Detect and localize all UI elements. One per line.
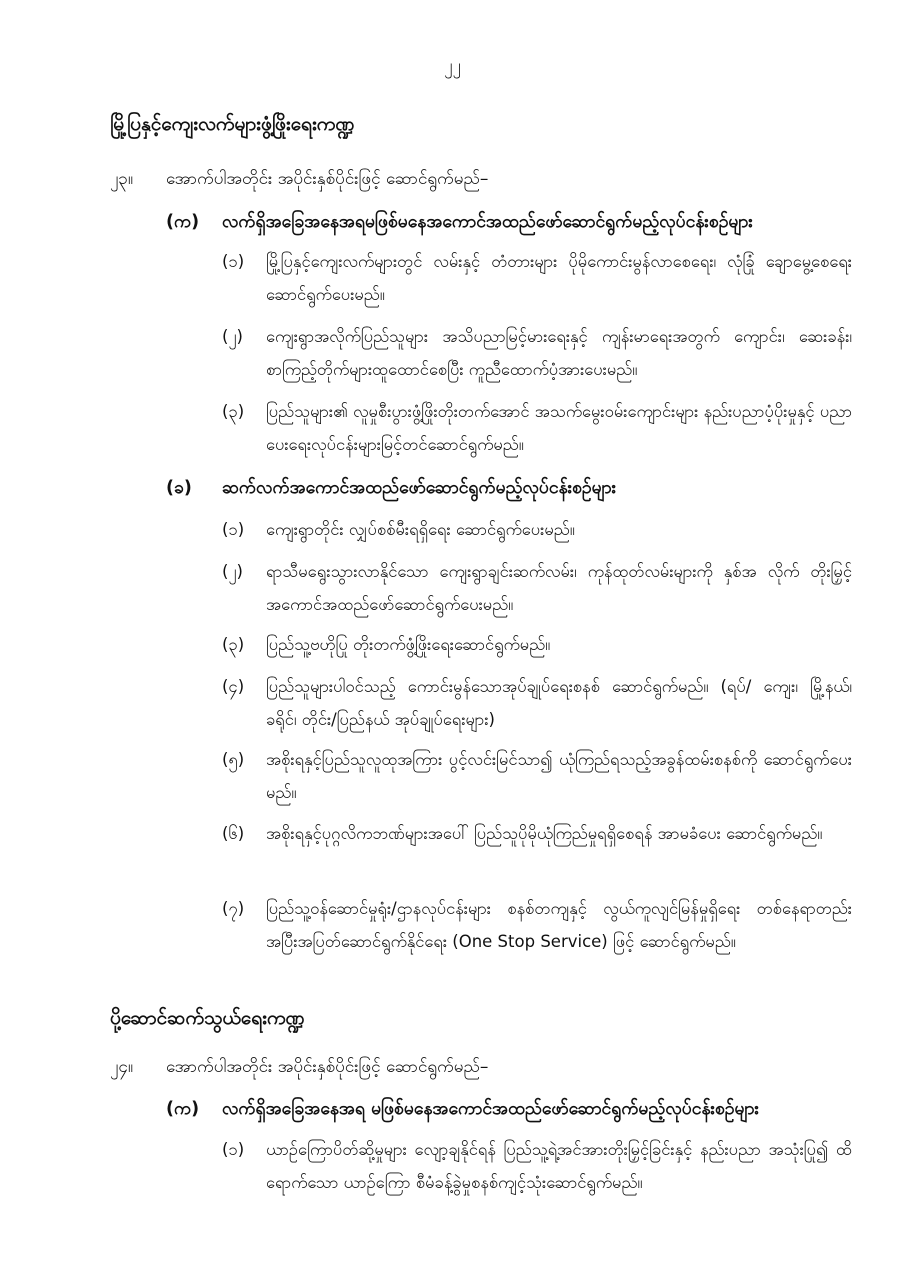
list-item-text: ပြည်သူများ၏ လူမှုစီးပွားဖွံ့ဖြိုးတိုးတက်အောင် အသက်မွေးဝမ်းကျောင်းများ နည်းပညာပံ့ပိုးမှုနှင့် ပညာပေးရေးလုပ်ငန်းများမြင့်တင်ဆောင်ရွက်မည်။ [266, 402, 852, 454]
list-item-text: အစိုးရနှင့်ပုဂ္ဂလိကဘဏ်များအပေါ် ပြည်သူပိုမိုယုံကြည်မှုရရှိစေရန် အာမခံပေး ဆောင်ရွက်မည်။ [266, 824, 823, 843]
list-item-number: (၂) [222, 562, 243, 581]
list-item-text: အစိုးရနှင့်ပြည်သူလူထုအကြား ပွင့်လင်းမြင်သာ၍ ယုံကြည်ရသည့်အခွန်ထမ်းစနစ်ကို ဆောင်ရွက်ပေးမည်။ [266, 750, 852, 802]
list-item-text: ရာသီမရွေးသွားလာနိုင်သော ကျေးရွာချင်းဆက်လမ်း၊ ကုန်ထုတ်လမ်းများကို နှစ်အ လိုက် တိုးမြှင့်အကောင်အထည်ဖော်ဆောင်ရွက်ပေးမည်။ [266, 562, 852, 614]
paragraph-intro: အောက်ပါအတိုင်း အပိုင်းနှစ်ပိုင်းဖြင့် ဆောင်ရွက်မည်– [166, 169, 489, 189]
list-item-text: ပြည်သူ့ဗဟိုပြု တိုးတက်ဖွံ့ဖြိုးရေးဆောင်ရွက်မည်။ [266, 635, 551, 654]
list-item-number: (၂) [222, 327, 243, 346]
page-number: ၂၂ [444, 56, 461, 76]
list-item-text: ကျေးရွာအလိုက်ပြည်သူများ အသိပညာမြင့်မားရေးနှင့် ကျန်းမာရေးအတွက် ကျောင်း၊ ဆေးခန်း၊ စာကြည့်တိုက်များထူထောင်စေပြီး ကူညီထောက်ပံ့အားပေးမည်။ [266, 327, 852, 379]
subsection-title: ဆက်လက်အကောင်အထည်ဖော်ဆောင်ရွက်မည့်လုပ်ငန်းစဉ်များ [222, 478, 617, 498]
list-item-number: (၃) [222, 402, 245, 421]
list-item-text: မြို့ပြနှင့်ကျေးလက်များတွင် လမ်းနှင့် တံတားများ ပိုမိုကောင်းမွန်လာစေရေး၊ လုံခြုံ ချောမွေ့စေရေး ဆောင်ရွက်ပေးမည်။ [266, 252, 852, 304]
paragraph-number: ၂၃။ [110, 169, 134, 189]
subsection-title: လက်ရှိအခြေအနေအရ မဖြစ်မနေအကောင်အထည်ဖော်ဆောင်ရွက်မည့်လုပ်ငန်းစဉ်များ [222, 1099, 759, 1119]
list-item-number: (၇) [222, 899, 245, 918]
list-item-text: ကျေးရွာတိုင်း လျှပ်စစ်မီးရရှိရေး ဆောင်ရွက်ပေးမည်။ [266, 520, 575, 539]
subsection-label: (က) [166, 1099, 200, 1119]
list-item-number: (၁) [222, 520, 245, 539]
list-item-number: (၁) [222, 252, 245, 271]
list-item-number: (၁) [222, 1140, 245, 1159]
list-item-text: ပြည်သူများပါဝင်သည့် ကောင်းမွန်သောအုပ်ချုပ်ရေးစနစ် ဆောင်ရွက်မည်။ (ရပ်/ ကျေး၊ မြို့နယ်၊ ခရိုင်၊ တိုင်း/ပြည်နယ် အုပ်ချုပ်ရေးများ) [266, 677, 852, 729]
list-item-number: (၅) [222, 750, 245, 769]
section-heading-urban-rural: မြို့ပြနှင့်ကျေးလက်များဖွံ့ဖြိုးရေးကဏ္ဍ [110, 113, 355, 135]
list-item-text: ပြည်သူ့ဝန်ဆောင်မှုရုံး/ဌာနလုပ်ငန်းများ စနစ်တကျနှင့် လွယ်ကူလျင်မြန်မှုရှိရေး တစ်နေရာတည်းအပြီးအပြတ်ဆောင်ရွက်နိုင်ရေး (One Stop Service) ဖြင့် ဆောင်ရွက်မည်။ [266, 899, 852, 951]
subsection-label: (က) [166, 212, 200, 232]
paragraph-number: ၂၄။ [110, 1057, 134, 1077]
section-heading-transport: ပို့ဆောင်ဆက်သွယ်ရေးကဏ္ဍ [110, 1007, 305, 1029]
list-item-number: (၆) [222, 824, 245, 843]
list-item-text: ယာဉ်ကြောပိတ်ဆို့မှုများ လျော့ချနိုင်ရန် ပြည်သူ့ရဲ့အင်အားတိုးမြှင့်ခြင်းနှင့် နည်းပညာ အသုံးပြု၍ ထိရောက်သော ယာဉ်ကြော စီမံခန့်ခွဲမှုစနစ်ကျင့်သုံးဆောင်ရွက်မည်။ [266, 1140, 852, 1192]
paragraph-intro: အောက်ပါအတိုင်း အပိုင်းနှစ်ပိုင်းဖြင့် ဆောင်ရွက်မည်– [166, 1057, 489, 1077]
subsection-title: လက်ရှိအခြေအနေအရမဖြစ်မနေအကောင်အထည်ဖော်ဆောင်ရွက်မည့်လုပ်ငန်းစဉ်များ [222, 212, 753, 232]
list-item-number: (၄) [222, 677, 245, 696]
subsection-label: (ခ) [166, 478, 192, 498]
list-item-number: (၃) [222, 635, 245, 654]
